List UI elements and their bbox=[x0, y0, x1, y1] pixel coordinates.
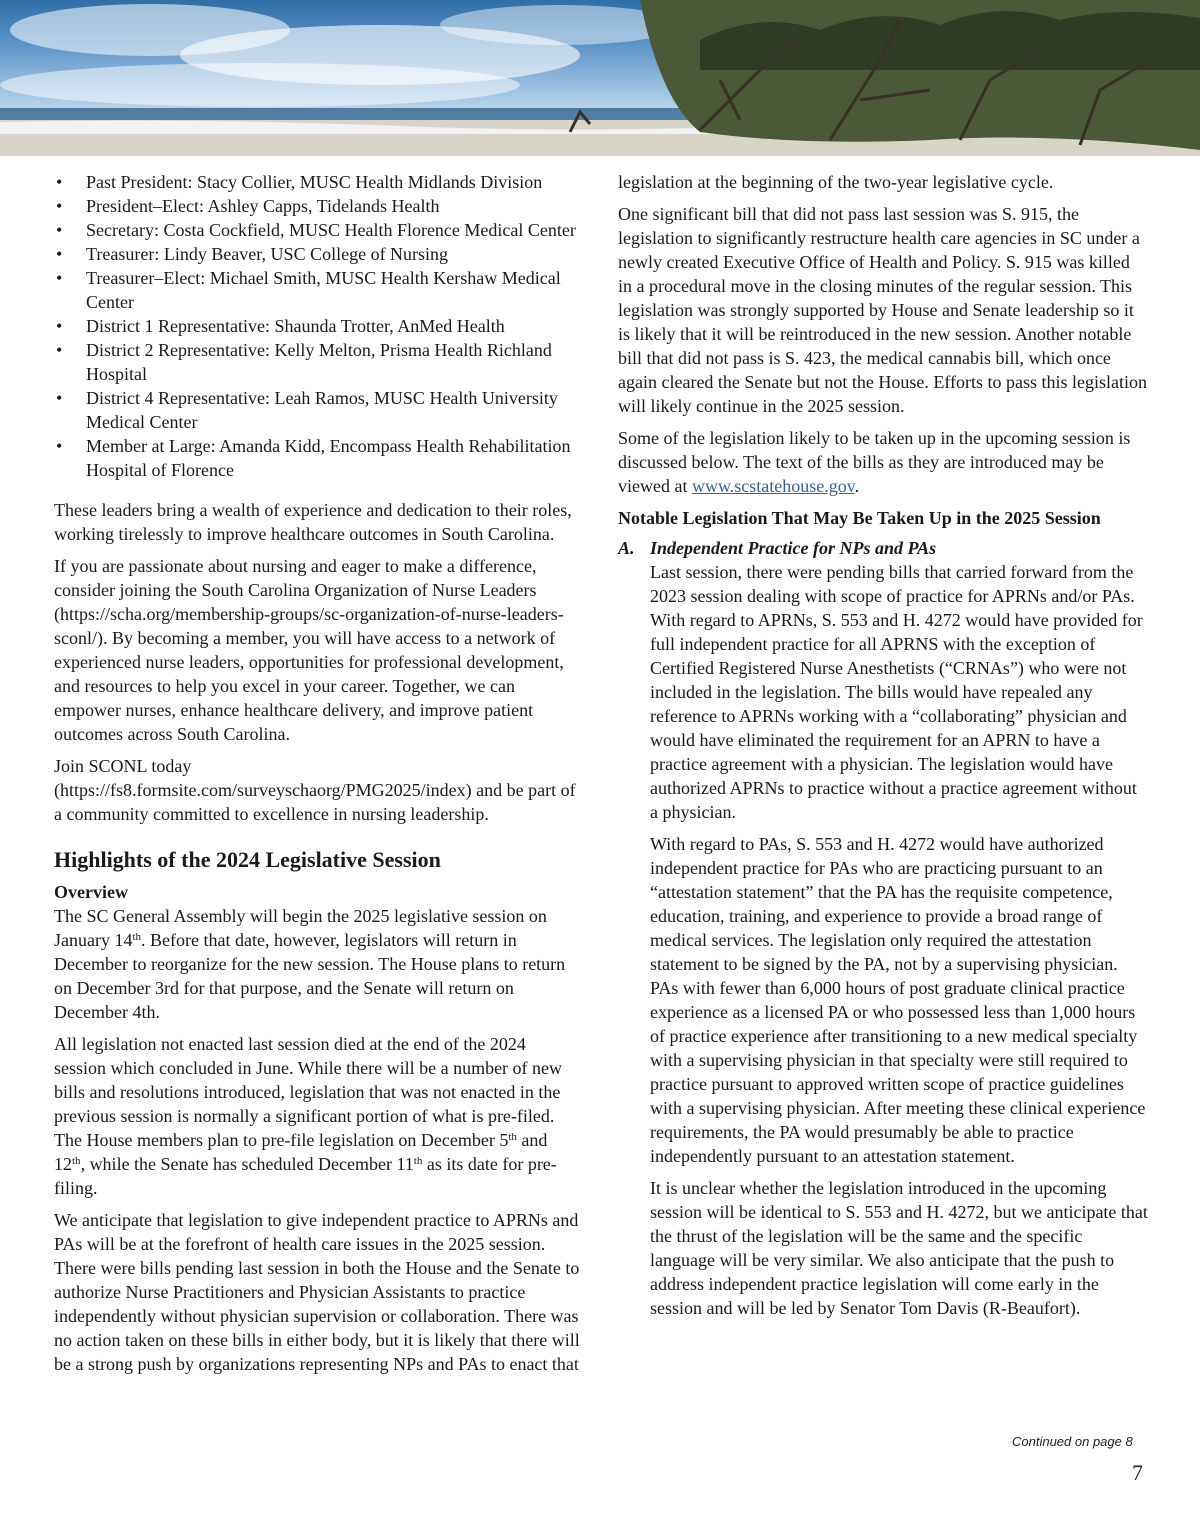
officer-list-item: • President–Elect: Ashley Capps, Tidelands Health bbox=[54, 194, 580, 218]
officer-list-item: • District 1 Representative: Shaunda Trotter, AnMed Health bbox=[54, 314, 580, 338]
prefiling-text-b: and 12 bbox=[54, 1130, 548, 1174]
officer-list-item: • Secretary: Costa Cockfield, MUSC Health Florence Medical Center bbox=[54, 218, 580, 242]
independent-practice-paragraph: We anticipate that legislation to give independent practice to APRNs and PAs will be at the forefront of health care issues in the 2025 session. There were bills pending last session in both the House and the Senate to authorize Nurse Practitioners and Physician Assistants to practice independently without physician supervision or collaboration. There was no action taken on these bills in either body, but it is likely that there will be a strong push by organizations representing NPs and PAs to enact that bbox=[54, 1210, 580, 1374]
officer-list-item: • Treasurer–Elect: Michael Smith, MUSC Health Kershaw Medical Center bbox=[54, 266, 580, 314]
leaders-paragraph: These leaders bring a wealth of experience and dedication to their roles, working tirelessly to improve healthcare outcomes in South Carolina. bbox=[54, 500, 572, 544]
ordinal-suffix: th bbox=[413, 1155, 423, 1167]
officer-list-item: • Treasurer: Lindy Beaver, USC College of Nursing bbox=[54, 242, 580, 266]
notable-legislation-heading: Notable Legislation That May Be Taken Up in the 2025 Session bbox=[618, 508, 1101, 528]
prefiling-text-d: as its date for pre-filing. bbox=[54, 1154, 557, 1198]
upcoming-text-b: . bbox=[854, 476, 860, 496]
beach-driftwood-illustration bbox=[0, 0, 1200, 156]
officer-list-item: • Member at Large: Amanda Kidd, Encompass Health Rehabilitation Hospital of Florence bbox=[54, 434, 580, 482]
ordinal-suffix: th bbox=[132, 931, 142, 943]
join-invitation-paragraph: If you are passionate about nursing and eager to make a difference, consider joining the South Carolina Organization of Nurse Leaders (https://scha.org/membership-groups/sc-organization-of-nurse-leaders-sconl/). By becoming a member, you will have access to a network of experienced nurse leaders, opportunities for professional development, and resources to help you excel in your career. Together, we can empower nurses, enhance healthcare delivery, and improve patient outcomes across South Carolina. bbox=[54, 556, 564, 744]
prefiling-text-a: All legislation not enacted last session died at the end of the 2024 session which concluded in June. While there will be a number of new bills and resolutions introduced, legislation that was not enacted in the previous session is normally a significant portion of what is pre-filed. The House members plan to pre-file legislation on December 5 bbox=[54, 1034, 563, 1150]
section-heading: Highlights of the 2024 Legislative Session bbox=[54, 847, 441, 872]
overview-paragraph bbox=[54, 904, 580, 1024]
ordinal-suffix: th bbox=[72, 1155, 81, 1167]
s915-paragraph: One significant bill that did not pass last session was S. 915, the legislation to significantly restructure health care agencies in SC under a newly created Executive Office of Health and Policy. S. 915 was killed in a procedural move in the closing minutes of the regular session. This legislation was strongly supported by House and Senate leadership so it is likely that it will be reintroduced in the new session. Another notable bill that did not pass is S. 423, the medical cannabis bill, which once again cleared the Senate but not the House. Efforts to pass this legislation will likely continue in the 2025 session. bbox=[618, 204, 1148, 416]
overview-subheading: Overview bbox=[54, 882, 128, 902]
page-number: 7 bbox=[1132, 1460, 1143, 1485]
upcoming-legislation-paragraph bbox=[618, 426, 1148, 498]
continuation-paragraph: legislation at the beginning of the two-year legislative cycle. bbox=[618, 172, 1054, 192]
prefiling-paragraph bbox=[54, 1032, 580, 1200]
item-title-text: Independent Practice for NPs and PAs bbox=[650, 538, 937, 558]
continued-note: Continued on page 8 bbox=[1012, 1434, 1133, 1449]
left-column bbox=[54, 170, 580, 1376]
officer-list-item: • Past President: Stacy Collier, MUSC Health Midlands Division bbox=[54, 170, 580, 194]
statehouse-link[interactable]: www.scstatehouse.gov bbox=[691, 476, 855, 496]
right-column bbox=[618, 170, 1148, 1328]
item-a-title bbox=[618, 536, 1148, 560]
officer-list-item: • District 4 Representative: Leah Ramos, MUSC Health University Medical Center bbox=[54, 386, 580, 434]
officer-list bbox=[54, 170, 580, 482]
item-letter: A. bbox=[618, 538, 635, 558]
overview-text-a: The SC General Assembly will begin the 2025 legislative session on January 14 bbox=[54, 906, 547, 950]
prefiling-text-c: , while the Senate has scheduled December 11 bbox=[80, 1154, 414, 1174]
item-a-body bbox=[618, 560, 1148, 1320]
overview-text-b: . Before that date, however, legislators will return in December to reorganize for the new session. The House plans to return on December 3rd for that purpose, and the Senate will return on December 4th. bbox=[54, 930, 566, 1022]
officer-list-item: • District 2 Representative: Kelly Melton, Prisma Health Richland Hospital bbox=[54, 338, 580, 386]
header-banner-image bbox=[0, 0, 1200, 156]
upcoming-text-a: Some of the legislation likely to be taken up in the upcoming session is discussed below. The text of the bills as they are introduced may be viewed at bbox=[618, 428, 1131, 496]
aprn-paragraph: Last session, there were pending bills that carried forward from the 2023 session dealing with scope of practice for APRNs and/or PAs. With regard to APRNs, S. 553 and H. 4272 would have provided for full independent practice for all APRNS with the exception of Certified Registered Nurse Anesthetists (“CRNAs”) who were not included in the legislation. The bills would have repealed any reference to APRNs working with a “collaborating” physician and would have eliminated the requirement for an APRN to have a practice agreement with a physician. The legislation would have authorized APRNs to practice without a practice agreement without a physician. bbox=[650, 562, 1143, 822]
outlook-paragraph: It is unclear whether the legislation introduced in the upcoming session will be identical to S. 553 and H. 4272, but we anticipate that the thrust of the legislation will be the same and the specific language will be very similar. We also anticipate that the push to address independent practice legislation will come early in the session and will be led by Senator Tom Davis (R-Beaufort). bbox=[650, 1178, 1148, 1318]
ordinal-suffix: th bbox=[508, 1131, 517, 1143]
pa-paragraph: With regard to PAs, S. 553 and H. 4272 would have authorized independent practice for PAs who are practicing pursuant to an “attestation statement” that the PA has the requisite competence, education, training, and experience to provide a broad range of medical services. The legislation only required the attestation statement to be signed by the PA, not by a supervising physician. PAs with fewer than 6,000 hours of post graduate clinical practice experience as a licensed PA or who possessed less than 1,000 hours of practice experience after transitioning to a new medical specialty with a supervising physician in that specialty were still required to practice pursuant to approved written scope of practice guidelines with a supervising physician. After meeting these clinical experience requirements, the PA would presumably be able to practice independently pursuant to an attestation statement. bbox=[650, 834, 1146, 1166]
join-sconl-paragraph: Join SCONL today (https://fs8.formsite.com/surveyschaorg/PMG2025/index) and be part of a community committed to excellence in nursing leadership. bbox=[54, 756, 576, 824]
